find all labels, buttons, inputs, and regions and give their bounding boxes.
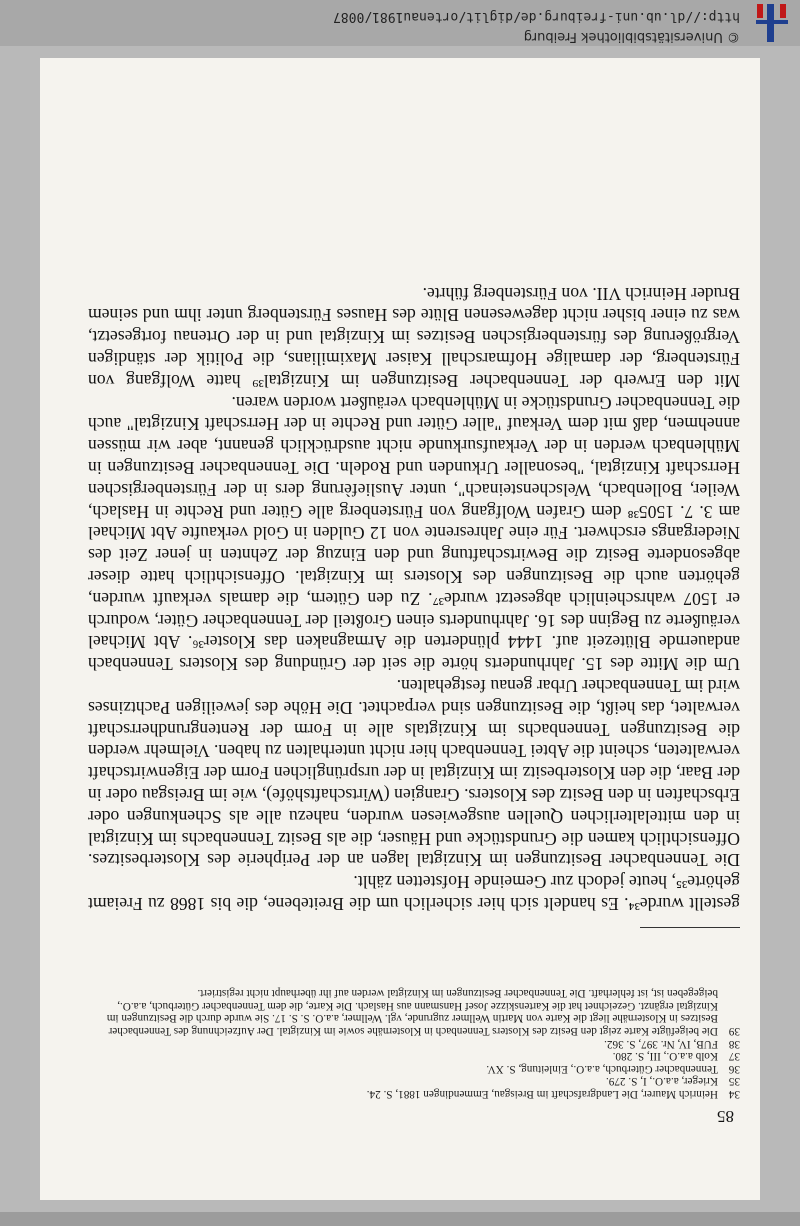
document-url-link[interactable]: http://dl.ub.uni-freiburg.de/diglit/ortenau1981/0087 <box>333 9 740 24</box>
footnote-number: 39 <box>728 1025 740 1038</box>
scan-edge <box>0 1212 800 1226</box>
footnote-text: Tennenbacher Güterbuch, a.a.O., Einleitung, S. XV. <box>486 1062 718 1075</box>
paragraph: Um die Mitte des 15. Jahrhunderts hörte die seit der Gründung des Klosters Tennenbach andauernde Blütezeit auf. 1444 plünderten die Armagnaken das Kloster³⁶. Abt Michael veräußerte zu Beginn des 16. Jahrhunderts einen Großteil der Tennenbacher Güter, wodurch er 1507 wahrscheinlich abgesetzt wurde³⁷. Zu den Gütern, die damals verkauft wurden, gehörten auch die Besitzungen des Klosters im Kinzigtal. Offensichtlich hatte dieser abgesonderte Besitz die Bewirtschaftung und den Einzug der Zehnten in jener Zeit des Niedergangs erschwert. Für eine Jahresrente von 12 Gulden in Gold verkaufte Abt Michael am 3. 7. 1505³⁸ dem Grafen Wolfgang von Fürstenberg alle Güter und Rechte in Haslach, Weiler, Bollenbach, Welschensteinach", unter Ausliefèrung ders in der Fürstenbergischen Herrschaft Kinzigtal, "besonaller Urkunden und Rodeln. Die Tennenbacher Besitzungen in Mühlenbach werden in der Verkaufsurkunde nicht ausdrücklich genannt, aber wir müssen annehmen, daß mit dem Verkauf "aller Güter und Rechte in der Herrschaft Kinzigtal" auch die Tennenbacher Grundstücke in Mühlenbach veräußert worden waren. <box>88 392 740 675</box>
footnote-text: Kolb a.a.O., III, S. 280. <box>612 1050 718 1063</box>
footnote-text: Krieger, a.a.O., I, S. 279. <box>605 1075 718 1088</box>
footnote-number: 36 <box>728 1062 740 1075</box>
footnote-number: 37 <box>728 1050 740 1063</box>
footnote-number: 38 <box>728 1037 740 1050</box>
footnote-number: 35 <box>728 1075 740 1088</box>
footnote-rule <box>640 927 740 928</box>
paragraph: gestellt wurde³⁴. Es handelt sich hier sicherlich um die Breitebene, die bis 1868 zu Freiamt gehörte³⁵, heute jedoch zur Gemeinde Hofstetten zählt. <box>88 872 740 914</box>
footnote <box>100 1087 740 1100</box>
footnote <box>100 987 740 1037</box>
paragraph: Die Tennenbacher Besitzungen im Kinzigtal lagen an der Peripherie des Klosterbesitzes. Offensichtlich kamen die Grundstücke und Häuser, die als Besitz Tennenbachs im Kinzigtal in den mittelalterlichen Quellen ausgewiesen wurden, nahezu alle als Schenkungen oder Erbschaften in den Besitz des Klosters. Grangien (Wirtschaftshöfe), wie im Breisgau oder in der Baar, die den Klosterbesitz im Kinzigtal in der ursprünglichen Form der Eigenwirtschaft verwalteten, scheint die Abtei Tennenbach hier nicht unterhalten zu haben. Vielmehr werden die Besitzungen Tennenbachs im Kinzigtals alle in Form der Rentengrundherrschaft verwaltet, das heißt, die Besitzungen sind verpachtet. Die Höhe des jeweiligen Pachtzinses wird im Tennenbacher Urbar genau festgehalten. <box>88 676 740 871</box>
footnote <box>100 1037 740 1050</box>
footnote <box>100 1075 740 1088</box>
paragraph: Mit den Erwerb der Tennenbacher Besitzungen im Kinzigtal³⁹ hatte Wolfgang von Fürstenberg, der damalige Hofmarschall Kaiser Maximilians, die Politik der ständigen Vergrößerung des fürstenbergischen Besitzes im Kinzigtal und in der Ortenau fortgesetzt, was zu einer bisher nicht dagewesenen Blüte des Hauses Fürstenberg unter ihm und seinem Bruder Heinrich VII. von Fürstenberg führte. <box>88 283 740 391</box>
footnote <box>100 1050 740 1063</box>
footnote-text: Heinrich Maurer, Die Landgrafschaft im Breisgau, Emmendingen 1881, S. 24. <box>366 1088 718 1100</box>
library-banner <box>0 0 800 46</box>
library-logo-icon <box>754 0 794 46</box>
copyright-notice: © Universitätsbibliothek Freiburg <box>523 29 740 44</box>
page-number: 85 <box>717 1107 734 1126</box>
footnote-number: 34 <box>728 1088 740 1100</box>
footnote-text: FUB, IV, Nr. 397, S. 362. <box>604 1037 718 1050</box>
footnotes <box>100 987 740 1100</box>
footnote-text: Die beigefügte Karte zeigt den Besitz des Klosters Tennenbach in Klosternähe sowie im Kinzigtal. Der Aufzeichnung des Tennenbacher Besitzes in Klosternähe liegt die Karte von Martin Wellmer zugrunde, vgl. Wellmer, a.a.O. S. S. 17. Sie wurde durch die Besitzungen im Kinzigtal ergänzt. Gezeichnet hat die Kartenskizze Josef Hansmann aus Haslach. Die Karte, die dem Tennenbacher Güterbuch, a.a.O., beigegeben ist, ist fehlerhaft. Die Tennenbacher Besitzungen im Kinzigtal werden auf ihr überhaupt nicht registriert. <box>106 987 718 1038</box>
footnote <box>100 1062 740 1075</box>
body-text <box>88 282 740 914</box>
